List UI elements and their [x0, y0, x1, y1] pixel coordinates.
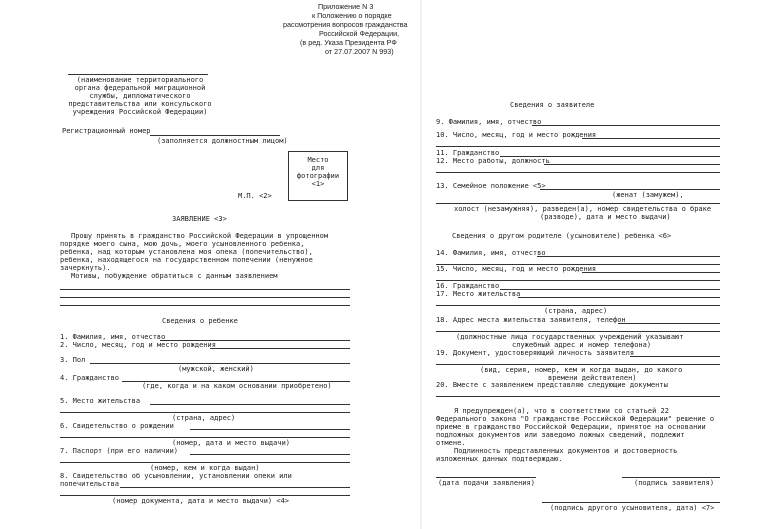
child-sex-label: 3. Пол — [60, 356, 86, 364]
child-adoption-field[interactable] — [120, 487, 350, 488]
applicant-marital-field[interactable] — [540, 189, 720, 190]
child-citizenship-label: 4. Гражданство — [60, 374, 120, 382]
applicant-address-hint: служебный адрес и номер телефона) — [512, 341, 652, 349]
appendix-line: (в ред. Указа Президента РФ — [300, 38, 397, 47]
child-birth-label: 2. Число, месяц, год и место рождения — [60, 341, 216, 349]
parent-section-heading: Сведения о другом родителе (усыновителе) ребенка <6> — [452, 232, 672, 240]
warning-text: Я предупрежден(а), что в соответствии со статьей 22 — [454, 407, 669, 415]
request-text: Прошу принять в гражданство Российской Федерации в упрощенном — [71, 232, 329, 240]
applicant-signature-hint: (подпись заявителя) — [634, 479, 715, 487]
motives-line — [60, 297, 350, 298]
child-passport-field[interactable] — [190, 454, 350, 455]
parent-name-label: 14. Фамилия, имя, отчество — [436, 249, 546, 257]
applicant-birth-label: 10. Число, месяц, год и место рождения — [436, 131, 597, 139]
request-text: зачеркнуть). — [60, 264, 111, 272]
parent-residence-field[interactable] — [518, 297, 720, 298]
child-section-heading: Сведения о ребенке — [162, 317, 238, 325]
child-adoption-label: 8. Свидетельство об усыновлении, установлении опеки или — [60, 472, 292, 480]
identity-doc-field-2[interactable] — [436, 364, 720, 365]
parent-residence-field-2[interactable] — [436, 305, 720, 306]
authority-hint: службы, дипломатического — [89, 92, 191, 100]
child-birth-cert-label: 6. Свидетельство о рождении — [60, 422, 174, 430]
child-passport-hint: (номер, кем и когда выдан) — [150, 464, 260, 472]
applicant-address-label: 18. Адрес места жительства заявителя, телефон — [436, 316, 626, 324]
applicant-address-hint: (должностные лица государственных учреждений указывают — [456, 333, 684, 341]
child-sex-field[interactable] — [90, 363, 350, 364]
applicant-marital-label: 13. Семейное положение <5> — [436, 182, 546, 190]
child-citizenship-hint: (где, когда и на каком основании приобретено) — [142, 382, 332, 390]
child-birth-cert-field[interactable] — [190, 429, 350, 430]
appendix-line: к Положению о порядке — [312, 11, 392, 20]
right-page — [422, 0, 780, 529]
warning-text: отмене. — [436, 439, 466, 447]
identity-doc-field[interactable] — [630, 356, 720, 357]
photo-label: для — [311, 164, 325, 172]
child-passport-field-2[interactable] — [60, 462, 350, 463]
parent-residence-hint: (страна, адрес) — [544, 307, 608, 315]
applicant-marital-hint: (разводе), дата и место выдачи) — [540, 213, 671, 221]
date-hint: (дата подачи заявления) — [438, 479, 535, 487]
photo-label: Место — [307, 156, 329, 164]
applicant-work-field[interactable] — [544, 164, 720, 165]
applicant-name-label: 9. Фамилия, имя, отчество — [436, 118, 542, 126]
stamp-label: М.П. <2> — [238, 192, 272, 200]
warning-text: приеме в гражданство Российской Федерации, принятое на основании — [436, 423, 706, 431]
applicant-name-field[interactable] — [532, 125, 720, 126]
warning-text: Подлинность представленных документов и достоверность — [454, 447, 678, 455]
applicant-citizenship-label: 11. Гражданство — [436, 149, 500, 157]
documents-field[interactable] — [436, 396, 720, 397]
document-title: ЗАЯВЛЕНИЕ <3> — [172, 215, 227, 223]
appendix-line: Российской Федерации, — [319, 29, 400, 38]
authority-hint: (наименование территориального — [76, 76, 204, 84]
photo-label: фотографии — [296, 172, 340, 180]
child-residence-hint: (страна, адрес) — [172, 414, 236, 422]
applicant-marital-hint: холост (незамужняя), разведен(а), номер свидетельства о браке — [454, 205, 712, 213]
applicant-section-heading: Сведения о заявителе — [510, 101, 595, 109]
request-text: ребенка, над которым установлена моя опека (попечительство), — [60, 248, 313, 256]
child-name-label: 1. Фамилия, имя, отчество — [60, 333, 166, 341]
warning-text: подложных документов или заведомо ложных сведений, подлежит — [436, 431, 685, 439]
parent-birth-field-2[interactable] — [436, 280, 720, 281]
child-birth-cert-hint: (номер, дата и место выдачи) — [172, 439, 291, 447]
child-adoption-field-2[interactable] — [60, 495, 350, 496]
applicant-birth-field[interactable] — [582, 138, 720, 139]
applicant-address-field-2[interactable] — [436, 331, 720, 332]
authority-hint: органа федеральной миграционной — [74, 84, 206, 92]
registration-line — [150, 135, 280, 136]
parent-birth-label: 15. Число, месяц, год и место рождения — [436, 265, 597, 273]
authority-line — [68, 74, 208, 75]
other-signature-hint: (подпись другого усыновителя, дата) <7> — [550, 504, 715, 512]
child-passport-label: 7. Паспорт (при его наличии) — [60, 447, 179, 455]
documents-label: 20. Вместе с заявлением представляю следующие документы — [436, 381, 668, 389]
date-field[interactable] — [436, 477, 536, 478]
applicant-marital-hint: (женат (замужем), — [612, 191, 684, 199]
child-birth-field[interactable] — [210, 348, 350, 349]
warning-text: Федерального закона "О гражданстве Российской Федерации" решение о — [436, 415, 715, 423]
authority-hint: учреждения Российской Федерации) — [72, 108, 208, 116]
parent-residence-label: 17. Место жительства — [436, 290, 521, 298]
motives-line — [60, 305, 350, 306]
applicant-signature-field[interactable] — [622, 477, 720, 478]
child-residence-label: 5. Место жительства — [60, 397, 141, 405]
authority-hint: представительства или консульского — [68, 100, 212, 108]
identity-doc-label: 19. Документ, удостоверяющий личность заявителя — [436, 349, 635, 357]
identity-doc-hint: времени действителен) — [548, 374, 637, 382]
child-sex-hint: (мужской, женский) — [178, 365, 254, 373]
warning-text: изложенных данных подтверждаю. — [436, 455, 563, 463]
applicant-work-label: 12. Место работы, должность — [436, 157, 550, 165]
request-text: ребенка, находящегося на государственном попечении (ненужное — [60, 256, 313, 264]
applicant-marital-field-2[interactable] — [436, 203, 720, 204]
parent-birth-field[interactable] — [582, 272, 720, 273]
parent-name-field[interactable] — [537, 256, 720, 257]
motives-line — [60, 289, 350, 290]
appendix-line: от 27.07.2007 N 993) — [325, 47, 394, 56]
appendix-line: Приложение N 3 — [318, 2, 374, 11]
child-adoption-hint: (номер документа, дата и место выдачи) <4> — [112, 497, 290, 505]
parent-citizenship-field[interactable] — [500, 289, 720, 290]
appendix-line: рассмотрения вопросов гражданства — [283, 20, 408, 29]
motives-label: Мотивы, побуждение обратиться с данным заявлением — [71, 272, 278, 280]
photo-label: <1> — [311, 180, 325, 188]
applicant-address-field[interactable] — [618, 323, 720, 324]
applicant-birth-field-2[interactable] — [436, 146, 720, 147]
child-residence-field[interactable] — [150, 404, 350, 405]
request-text: порядке моего сына, мою дочь, моего усыновленного ребенка, — [60, 240, 305, 248]
registration-label: Регистрационный номер — [62, 127, 151, 135]
applicant-work-field-2[interactable] — [436, 172, 720, 173]
identity-doc-hint: (вид, серия, номер, кем и когда выдан, до какого — [480, 366, 683, 374]
parent-citizenship-label: 16. Гражданство — [436, 282, 500, 290]
child-adoption-label: попечительства — [60, 480, 120, 488]
child-birth-cert-field-2[interactable] — [60, 437, 350, 438]
registration-hint: (заполняется должностным лицом) — [157, 137, 288, 145]
child-residence-field-2[interactable] — [60, 412, 350, 413]
photo-box — [288, 151, 348, 201]
other-signature-field[interactable] — [542, 502, 720, 503]
